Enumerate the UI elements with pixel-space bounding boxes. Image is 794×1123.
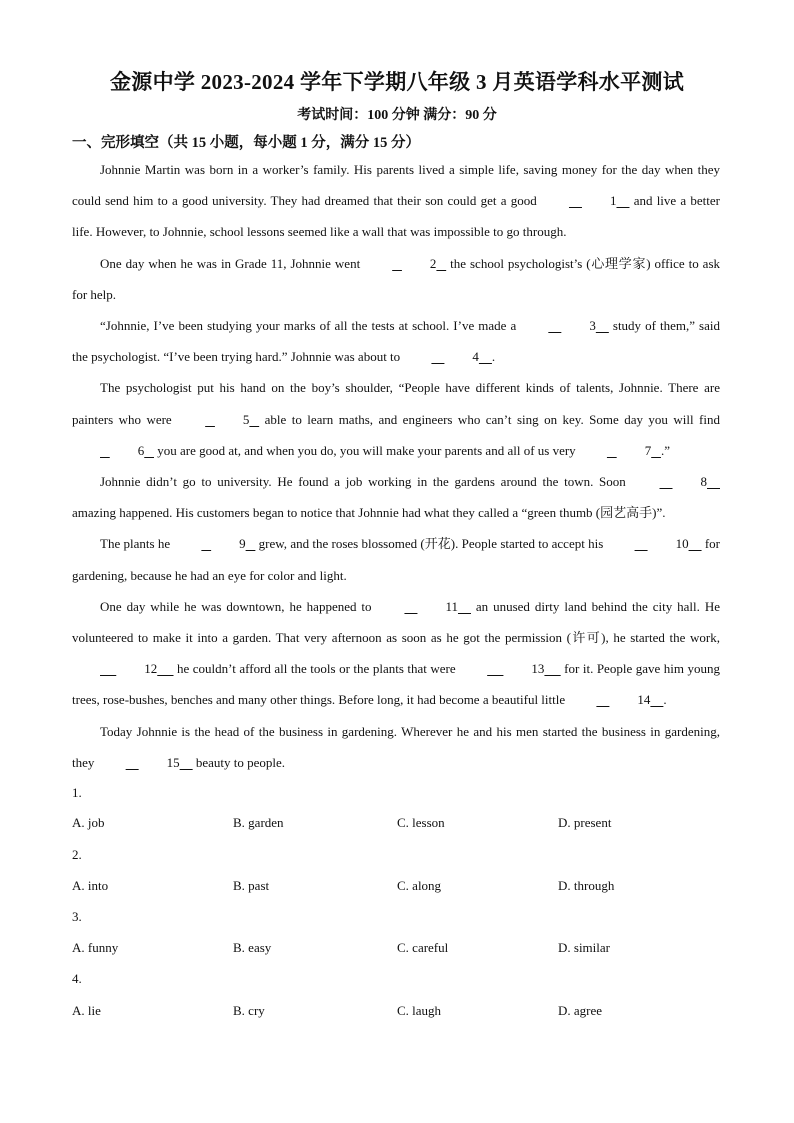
- blank-13: 13: [531, 661, 545, 677]
- option-c: C. laugh: [397, 1003, 442, 1018]
- blank-3: 3: [589, 318, 596, 334]
- passage-text: amazing happened. His customers began to notice that Johnnie had what they called a “green thumb (园艺高手)”.: [72, 505, 666, 521]
- passage-text: Today Johnnie is the head of the business in gardening. Wherever he and his men started the business in gardening, they: [72, 723, 720, 770]
- passage-text: an unused dirty land behind the city hall. He volunteered to make it into a garden. That very afternoon as soon as he got the permission (许可), he started the work,: [72, 598, 720, 646]
- passage-text: able to learn maths, and engineers who can’t sing on key. Some day you will find: [259, 411, 720, 427]
- passage-text: .: [491, 349, 496, 365]
- paragraph-6: [72, 528, 720, 590]
- passage-text: beauty to people.: [192, 754, 286, 770]
- passage-text: grew, and the roses blossomed (开花). People started to accept his: [255, 536, 607, 552]
- blank-11: 11: [445, 598, 458, 614]
- option-b: B. cry: [233, 1003, 265, 1018]
- paragraph-3: [72, 310, 720, 372]
- passage-text: One day while he was downtown, he happened to: [100, 598, 377, 614]
- blank-5: 5: [242, 411, 250, 427]
- question-number: 4.: [72, 971, 82, 986]
- question-number: 3.: [72, 909, 82, 924]
- option-a: A. job: [72, 815, 105, 830]
- blank-10: 10: [675, 536, 689, 552]
- option-a: A. lie: [72, 1003, 101, 1018]
- option-a: A. funny: [72, 940, 119, 955]
- option-c: C. careful: [397, 940, 449, 955]
- section-heading: 一、完形填空（共 15 小题，每小题 1 分，满分 15 分）: [72, 135, 420, 151]
- paragraph-1: [72, 154, 720, 248]
- option-b: B. garden: [233, 815, 284, 830]
- option-d: D. present: [558, 815, 612, 830]
- blank-1: 1: [609, 193, 617, 209]
- cloze-passage: [72, 154, 720, 778]
- passage-text: .: [663, 692, 667, 708]
- question-number: 1.: [72, 785, 82, 800]
- paragraph-5: [72, 466, 720, 528]
- option-d: D. through: [558, 878, 615, 893]
- question-number: 2.: [72, 847, 82, 862]
- option-b: B. past: [233, 878, 270, 893]
- option-c: C. along: [397, 878, 442, 893]
- passage-text: he couldn’t afford all the tools or the plants that were: [173, 661, 460, 677]
- blank-9: 9: [239, 536, 246, 552]
- option-b: B. easy: [233, 940, 272, 955]
- blank-14: 14: [637, 692, 651, 708]
- passage-text: for gardening, because he had an eye for color and light.: [72, 536, 720, 583]
- paragraph-2: [72, 248, 720, 310]
- passage-text: study of them,” said the psychologist. “I’ve been trying hard.” Johnnie was about to: [72, 318, 720, 365]
- passage-text: One day when he was in Grade 11, Johnnie went: [100, 255, 365, 271]
- blank-6: 6: [137, 442, 145, 458]
- passage-text: Johnnie Martin was born in a worker’s family. His parents lived a simple life, saving money for the day when they could send him to a good university. They had dreamed that their son could get a good: [72, 162, 720, 209]
- exam-info: 考试时间：100 分钟 满分：90 分: [297, 108, 497, 123]
- passage-text: you are good at, and when you do, you will make your parents and all of us very: [154, 442, 579, 458]
- option-d: D. agree: [558, 1003, 603, 1018]
- blank-8: 8: [700, 474, 707, 490]
- passage-text: The psychologist put his hand on the boy’s shoulder, “People have different kinds of talents, Johnnie. There are painters who were: [72, 380, 720, 427]
- passage-text: and live a better life. However, to Johnnie, school lessons seemed like a wall that was impossible to go through.: [72, 193, 720, 240]
- passage-text: for it. People gave him young trees, rose-bushes, benches and many other things. Before long, it had become a beautiful little: [72, 661, 721, 708]
- blank-2: 2: [429, 255, 437, 271]
- option-a: A. into: [72, 878, 109, 893]
- blank-12: 12: [144, 661, 158, 677]
- exam-title: 金源中学 2023-2024 学年下学期八年级 3 月英语学科水平测试: [110, 70, 684, 94]
- paragraph-7: [72, 591, 720, 716]
- paragraph-8: [72, 716, 720, 778]
- passage-text: The plants he: [100, 536, 174, 552]
- blank-7: 7: [644, 442, 652, 458]
- blank-4: 4: [472, 349, 479, 365]
- passage-text: “Johnnie, I’ve been studying your marks of all the tests at school. I’ve made a: [100, 318, 521, 334]
- option-d: D. similar: [558, 940, 610, 955]
- option-c: C. lesson: [397, 815, 445, 830]
- passage-text: the school psychologist’s (心理学家) office to ask for help.: [72, 255, 720, 302]
- paragraph-4: [72, 372, 720, 466]
- blank-15: 15: [166, 754, 180, 770]
- passage-text: .”: [660, 442, 670, 458]
- passage-text: Johnnie didn’t go to university. He found a job working in the gardens around the town. Soon: [100, 474, 632, 490]
